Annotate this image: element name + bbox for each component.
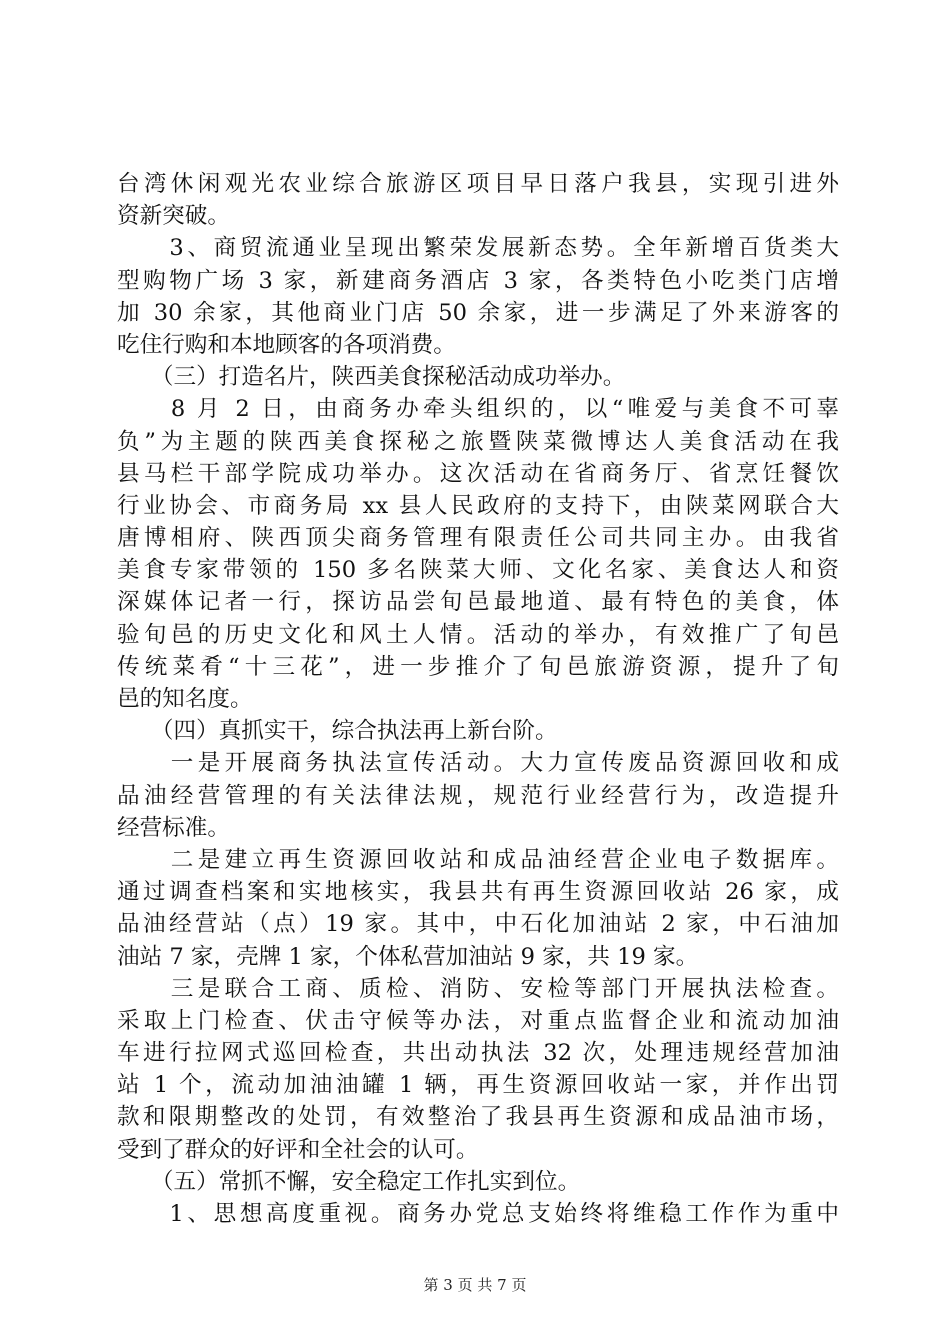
- text-line: 受到了群众的好评和全社会的认可。: [117, 1136, 479, 1163]
- text-line: 资新突破。: [117, 203, 230, 230]
- text-line: 通过调查档案和实地核实，我县共有再生资源回收站 26 家，成: [117, 879, 839, 906]
- text-line: 经营标准。: [117, 814, 230, 841]
- text-line: 深媒体记者一行，探访品尝旬邑最地道、最有特色的美食，体: [117, 589, 839, 616]
- text-line: 唐博相府、陕西顶尖商务管理有限责任公司共同主办。由我省: [117, 525, 839, 552]
- text-line: 传统菜肴“十三花”，进一步推介了旬邑旅游资源，提升了旬: [117, 653, 839, 680]
- text-line: 邑的知名度。: [117, 686, 253, 712]
- text-line: 吃住行购和本地顾客的各项消费。: [117, 331, 456, 358]
- text-line: 3、商贸流通业呈现出繁荣发展新态势。全年新增百货类大: [117, 235, 839, 262]
- text-line: 三是联合工商、质检、消防、安检等部门开展执法检查。: [117, 975, 839, 1002]
- text-line: 车进行拉网式巡回检查，共出动执法 32 次，处理违规经营加油: [117, 1040, 839, 1067]
- text-line: 县马栏干部学院成功举办。这次活动在省商务厅、省烹饪餐饮: [117, 460, 839, 487]
- text-line: （四）真抓实干，综合执法再上新台阶。: [117, 718, 558, 745]
- text-line: （三）打造名片，陕西美食探秘活动成功举办。: [117, 364, 626, 391]
- text-line: 加 30 余家，其他商业门店 50 余家，进一步满足了外来游客的: [117, 299, 839, 326]
- text-line: 型购物广场 3 家，新建商务酒店 3 家，各类特色小吃类门店增: [117, 267, 839, 294]
- text-line: 负”为主题的陕西美食探秘之旅暨陕菜微博达人美食活动在我: [117, 428, 839, 455]
- text-line: 采取上门检查、伏击守候等办法，对重点监督企业和流动加油: [117, 1007, 839, 1034]
- text-line: 一是开展商务执法宣传活动。大力宣传废品资源回收和成: [117, 750, 839, 777]
- text-line: 验旬邑的历史文化和风土人情。活动的举办，有效推广了旬邑: [117, 621, 839, 648]
- text-line: 站 1 个，流动加油油罐 1 辆，再生资源回收站一家，并作出罚: [117, 1072, 839, 1099]
- text-line: 台湾休闲观光农业综合旅游区项目早日落户我县，实现引进外: [117, 171, 839, 197]
- text-line: （五）常抓不懈，安全稳定工作扎实到位。: [117, 1168, 581, 1195]
- text-line: 二是建立再生资源回收站和成品油经营企业电子数据库。: [117, 846, 839, 873]
- text-line: 品油经营站（点）19 家。其中，中石化加油站 2 家，中石油加: [117, 911, 839, 938]
- text-line: 1、思想高度重视。商务办党总支始终将维稳工作作为重中: [117, 1201, 839, 1227]
- text-line: 油站 7 家，壳牌 1 家，个体私营加油站 9 家，共 19 家。: [117, 943, 699, 970]
- text-line: 款和限期整改的处罚，有效整治了我县再生资源和成品油市场，: [117, 1104, 839, 1131]
- text-line: 品油经营管理的有关法律法规，规范行业经营行为，改造提升: [117, 782, 839, 809]
- text-line: 行业协会、市商务局 xx 县人民政府的支持下，由陕菜网联合大: [117, 492, 839, 519]
- text-line: 8 月 2 日，由商务办牵头组织的，以“唯爱与美食不可辜: [117, 396, 839, 423]
- body-text: [117, 168, 839, 1230]
- page-footer: 第 3 页 共 7 页: [423, 1276, 527, 1294]
- text-line: 美食专家带领的 150 多名陕菜大师、文化名家、美食达人和资: [117, 557, 839, 584]
